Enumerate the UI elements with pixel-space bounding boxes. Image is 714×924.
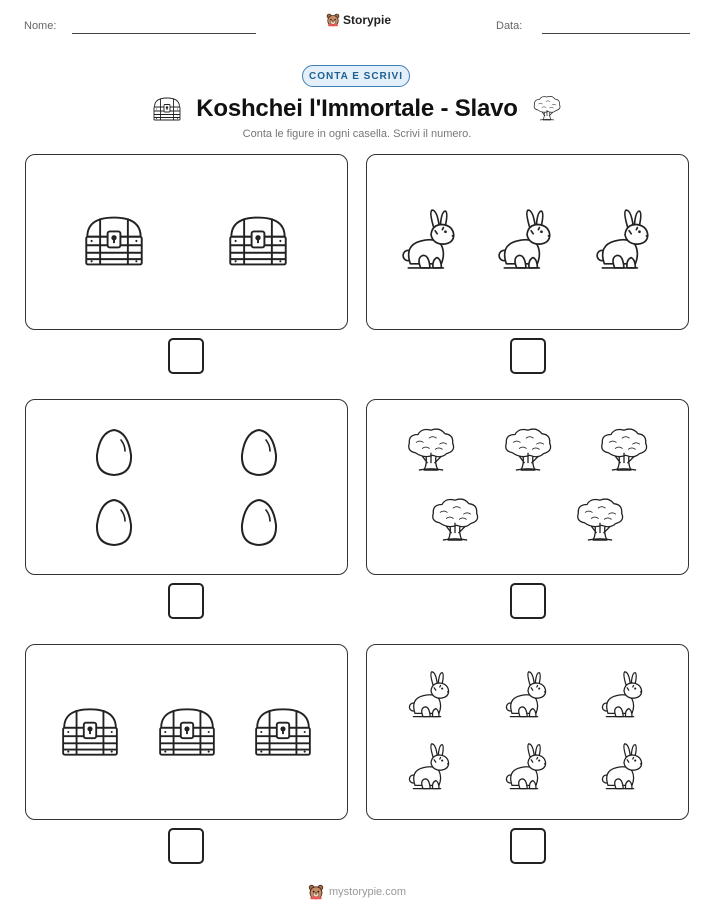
counting-card-6: [366, 644, 689, 820]
name-line[interactable]: [72, 33, 256, 34]
rabbit-icon: [400, 207, 462, 273]
answer-box-2[interactable]: [510, 338, 546, 374]
brand-name: Storypie: [343, 13, 392, 27]
tree-icon: [405, 426, 457, 476]
treasure-chest-icon: [156, 705, 218, 759]
tree-icon: [532, 94, 562, 124]
name-label: Nome:: [24, 20, 57, 32]
egg-icon: [239, 428, 279, 478]
tree-icon: [574, 496, 626, 546]
footer: [0, 884, 714, 900]
answer-box-3[interactable]: [168, 583, 204, 619]
egg-icon: [239, 498, 279, 548]
rabbit-icon: [407, 741, 455, 793]
rabbit-icon: [504, 741, 552, 793]
treasure-chest-icon: [152, 94, 182, 124]
counting-card-3: [25, 399, 348, 575]
tree-icon: [598, 426, 650, 476]
bear-mascot-icon: [308, 884, 324, 900]
brand-logo: [326, 13, 391, 27]
page-title: Koshchei l'Immortale - Slavo: [196, 95, 518, 122]
treasure-chest-icon: [226, 213, 290, 269]
title-row: [0, 92, 714, 126]
counting-card-2: [366, 154, 689, 330]
egg-icon: [94, 428, 134, 478]
worksheet-header: [0, 0, 714, 50]
answer-box-5[interactable]: [168, 828, 204, 864]
tree-icon: [429, 496, 481, 546]
date-label: Data:: [496, 20, 523, 32]
treasure-chest-icon: [59, 705, 121, 759]
answer-box-6[interactable]: [510, 828, 546, 864]
rabbit-icon: [600, 669, 648, 721]
bear-mascot-icon: [326, 13, 340, 27]
treasure-chest-icon: [252, 705, 314, 759]
counting-card-1: [25, 154, 348, 330]
activity-badge: CONTA E SCRIVI: [302, 65, 410, 87]
counting-card-4: [366, 399, 689, 575]
egg-icon: [94, 498, 134, 548]
date-line[interactable]: [542, 33, 690, 34]
treasure-chest-icon: [82, 213, 146, 269]
answer-box-1[interactable]: [168, 338, 204, 374]
counting-card-5: [25, 644, 348, 820]
footer-url[interactable]: mystorypie.com: [328, 886, 407, 898]
instruction-text: Conta le figure in ogni casella. Scrivi il numero.: [242, 128, 472, 140]
rabbit-icon: [496, 207, 558, 273]
rabbit-icon: [594, 207, 656, 273]
answer-box-4[interactable]: [510, 583, 546, 619]
rabbit-icon: [600, 741, 648, 793]
rabbit-icon: [407, 669, 455, 721]
rabbit-icon: [504, 669, 552, 721]
tree-icon: [502, 426, 554, 476]
